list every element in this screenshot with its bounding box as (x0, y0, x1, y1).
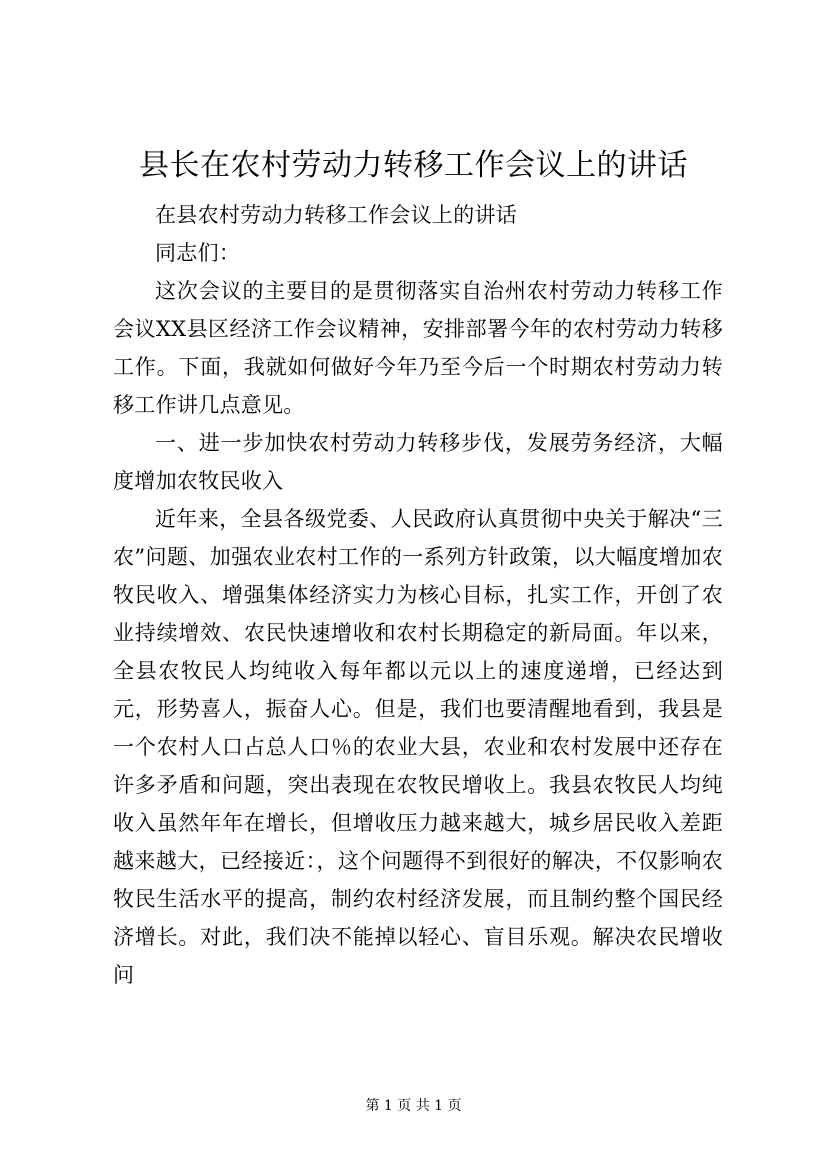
greeting-paragraph: 同志们： (155, 241, 241, 265)
subtitle-paragraph: 在县农村劳动力转移工作会议上的讲话 (155, 203, 518, 227)
page-footer: 第 1 页 共 1 页 (365, 1098, 462, 1114)
body-paragraph: 这次会议的主要目的是贯彻落实自治州农村劳动力转移工作会议XX县区经济工作会议精神，安排部署今年的农村劳动力转移工作。下面，我就如何做好今年乃至今后一个时期农村劳动力转移工作讲几点意见。 (113, 279, 723, 417)
section-heading-paragraph: 一、进一步加快农村劳动力转移步伐，发展劳务经济，大幅度增加农牧民收入 (113, 431, 723, 493)
document-body (113, 196, 723, 994)
body-paragraph: 近年来，全县各级党委、人民政府认真贯彻中央关于解决“三农”问题、加强农业农村工作的一系列方针政策，以大幅度增加农牧民收入、增强集体经济实力为核心目标，扎实工作，开创了农业持续增效、农民快速增收和农村长期稳定的新局面。年以来，全县农牧民人均纯收入每年都以元以上的速度递增，已经达到元，形势喜人，振奋人心。但是，我们也要清醒地看到，我县是一个农村人口占总人口％的农业大县，农业和农村发展中还存在许多矛盾和问题，突出表现在农牧民增收上。我县农牧民人均纯收入虽然年年在增长，但增收压力越来越大，城乡居民收入差距越来越大，已经接近：，这个问题得不到很好的解决，不仅影响农牧民生活水平的提高，制约农村经济发展，而且制约整个国民经济增长。对此，我们决不能掉以轻心、盲目乐观。解决农民增收问 (113, 507, 723, 987)
document-title: 县长在农村劳动力转移工作会议上的讲话 (139, 148, 688, 183)
